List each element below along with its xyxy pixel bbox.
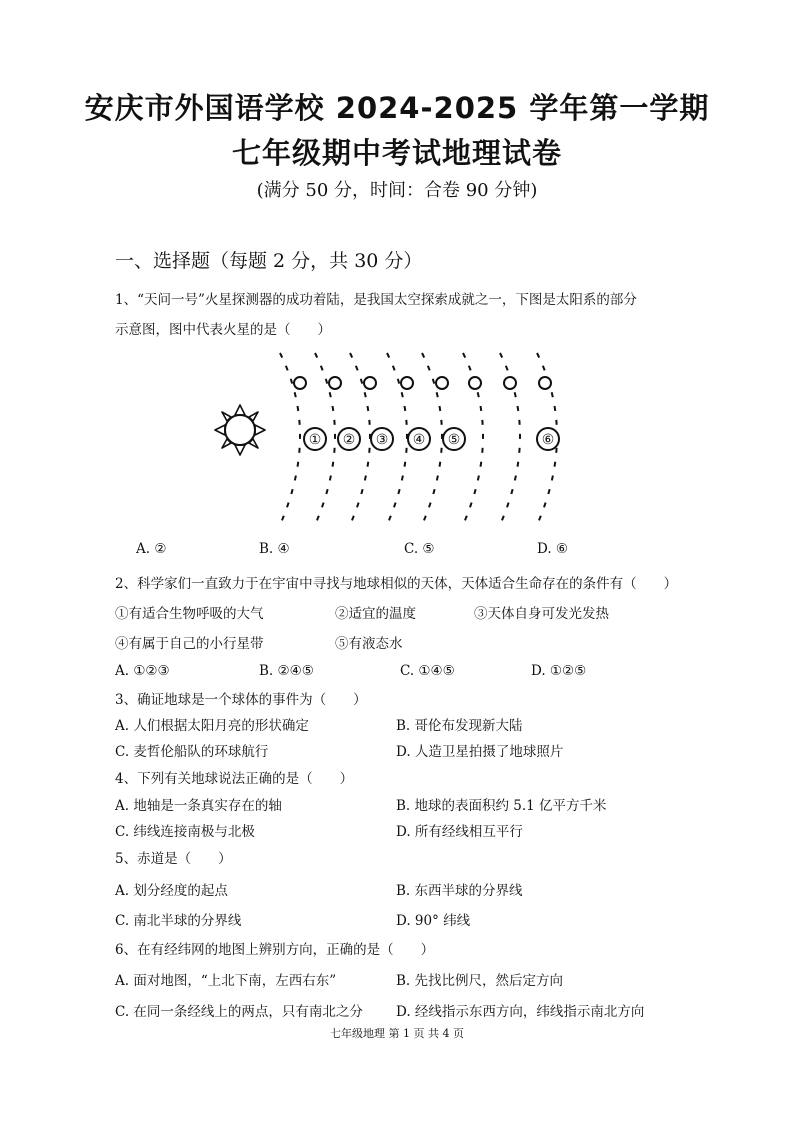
top-planet-markers xyxy=(294,377,551,389)
question-2-option-d[interactable]: D. ①②⑤ xyxy=(531,663,587,679)
planet-3-label: ③ xyxy=(375,432,389,448)
question-4-option-a[interactable]: A. 地轴是一条真实存在的轴 xyxy=(115,798,282,814)
question-6-option-a[interactable]: A. 面对地图，“上北下南，左西右东” xyxy=(115,973,337,989)
question-1-stem-line1: 1、“天问一号”火星探测器的成功着陆，是我国太空探索成就之一，下图是太阳系的部分 xyxy=(115,292,637,308)
question-3-option-a[interactable]: A. 人们根据太阳月亮的形状确定 xyxy=(115,718,309,734)
planet-5-label: ⑤ xyxy=(447,432,461,448)
question-3-option-c[interactable]: C. 麦哲伦船队的环球航行 xyxy=(115,744,269,760)
question-6-option-d[interactable]: D. 经线指示东西方向，纬线指示南北方向 xyxy=(396,1004,645,1020)
planet-1-label: ① xyxy=(308,432,322,448)
question-2-item-4: ④有属于自己的小行星带 xyxy=(115,636,264,652)
question-1-stem-line2: 示意图，图中代表火星的是（ ） xyxy=(115,322,331,338)
question-2-option-b[interactable]: B. ②④⑤ xyxy=(259,663,314,679)
question-3-option-b[interactable]: B. 哥伦布发现新大陆 xyxy=(396,718,523,734)
question-5-stem: 5、赤道是（ ） xyxy=(115,851,232,867)
question-4-stem: 4、下列有关地球说法正确的是（ ） xyxy=(115,771,354,787)
exam-title-line1: 安庆市外国语学校 2024-2025 学年第一学期 xyxy=(84,91,710,125)
question-1-option-a[interactable]: A. ② xyxy=(136,541,167,557)
question-2-item-1: ①有适合生物呼吸的大气 xyxy=(115,606,264,622)
question-1-option-d[interactable]: D. ⑥ xyxy=(537,541,569,557)
question-5-option-d[interactable]: D. 90° 纬线 xyxy=(396,913,471,929)
question-5-option-c[interactable]: C. 南北半球的分界线 xyxy=(115,913,242,929)
page-footer: 七年级地理 第 1 页 共 4 页 xyxy=(330,1027,464,1040)
question-6-option-c[interactable]: C. 在同一条经线上的两点，只有南北之分 xyxy=(115,1004,363,1020)
question-6-stem: 6、在有经纬网的地图上辨别方向，正确的是（ ） xyxy=(115,942,435,958)
planet-4-label: ④ xyxy=(412,432,426,448)
question-5-option-b[interactable]: B. 东西半球的分界线 xyxy=(396,883,523,899)
question-1-option-b[interactable]: B. ④ xyxy=(259,541,290,557)
question-2-stem: 2、科学家们一直致力于在宇宙中寻找与地球相似的天体，天体适合生命存在的条件有（ ） xyxy=(115,576,678,592)
question-5-option-a[interactable]: A. 划分经度的起点 xyxy=(115,883,228,899)
question-1-option-c[interactable]: C. ⑤ xyxy=(404,541,435,557)
solar-system-diagram xyxy=(200,345,590,535)
sun-icon xyxy=(215,405,265,455)
planet-2-label: ② xyxy=(342,432,356,448)
question-2-item-3: ③天体自身可发光发热 xyxy=(474,606,609,622)
question-2-item-2: ②适宜的温度 xyxy=(335,606,416,622)
question-4-option-c[interactable]: C. 纬线连接南极与北极 xyxy=(115,824,255,840)
section-heading: 一、选择题（每题 2 分，共 30 分） xyxy=(115,250,423,272)
question-2-option-a[interactable]: A. ①②③ xyxy=(115,663,170,679)
planet-6-label: ⑥ xyxy=(541,432,555,448)
exam-title-line2: 七年级期中考试地理试卷 xyxy=(231,136,562,170)
question-3-option-d[interactable]: D. 人造卫星拍摄了地球照片 xyxy=(396,744,564,760)
question-2-option-c[interactable]: C. ①④⑤ xyxy=(400,663,455,679)
exam-subtitle: (满分 50 分，时间：合卷 90 分钟) xyxy=(256,180,538,201)
question-4-option-d[interactable]: D. 所有经线相互平行 xyxy=(396,824,523,840)
question-4-option-b[interactable]: B. 地球的表面积约 5.1 亿平方千米 xyxy=(396,798,607,814)
question-2-item-5: ⑤有液态水 xyxy=(335,636,403,652)
question-6-option-b[interactable]: B. 先找比例尺，然后定方向 xyxy=(396,973,564,989)
question-3-stem: 3、确证地球是一个球体的事件为（ ） xyxy=(115,692,367,708)
